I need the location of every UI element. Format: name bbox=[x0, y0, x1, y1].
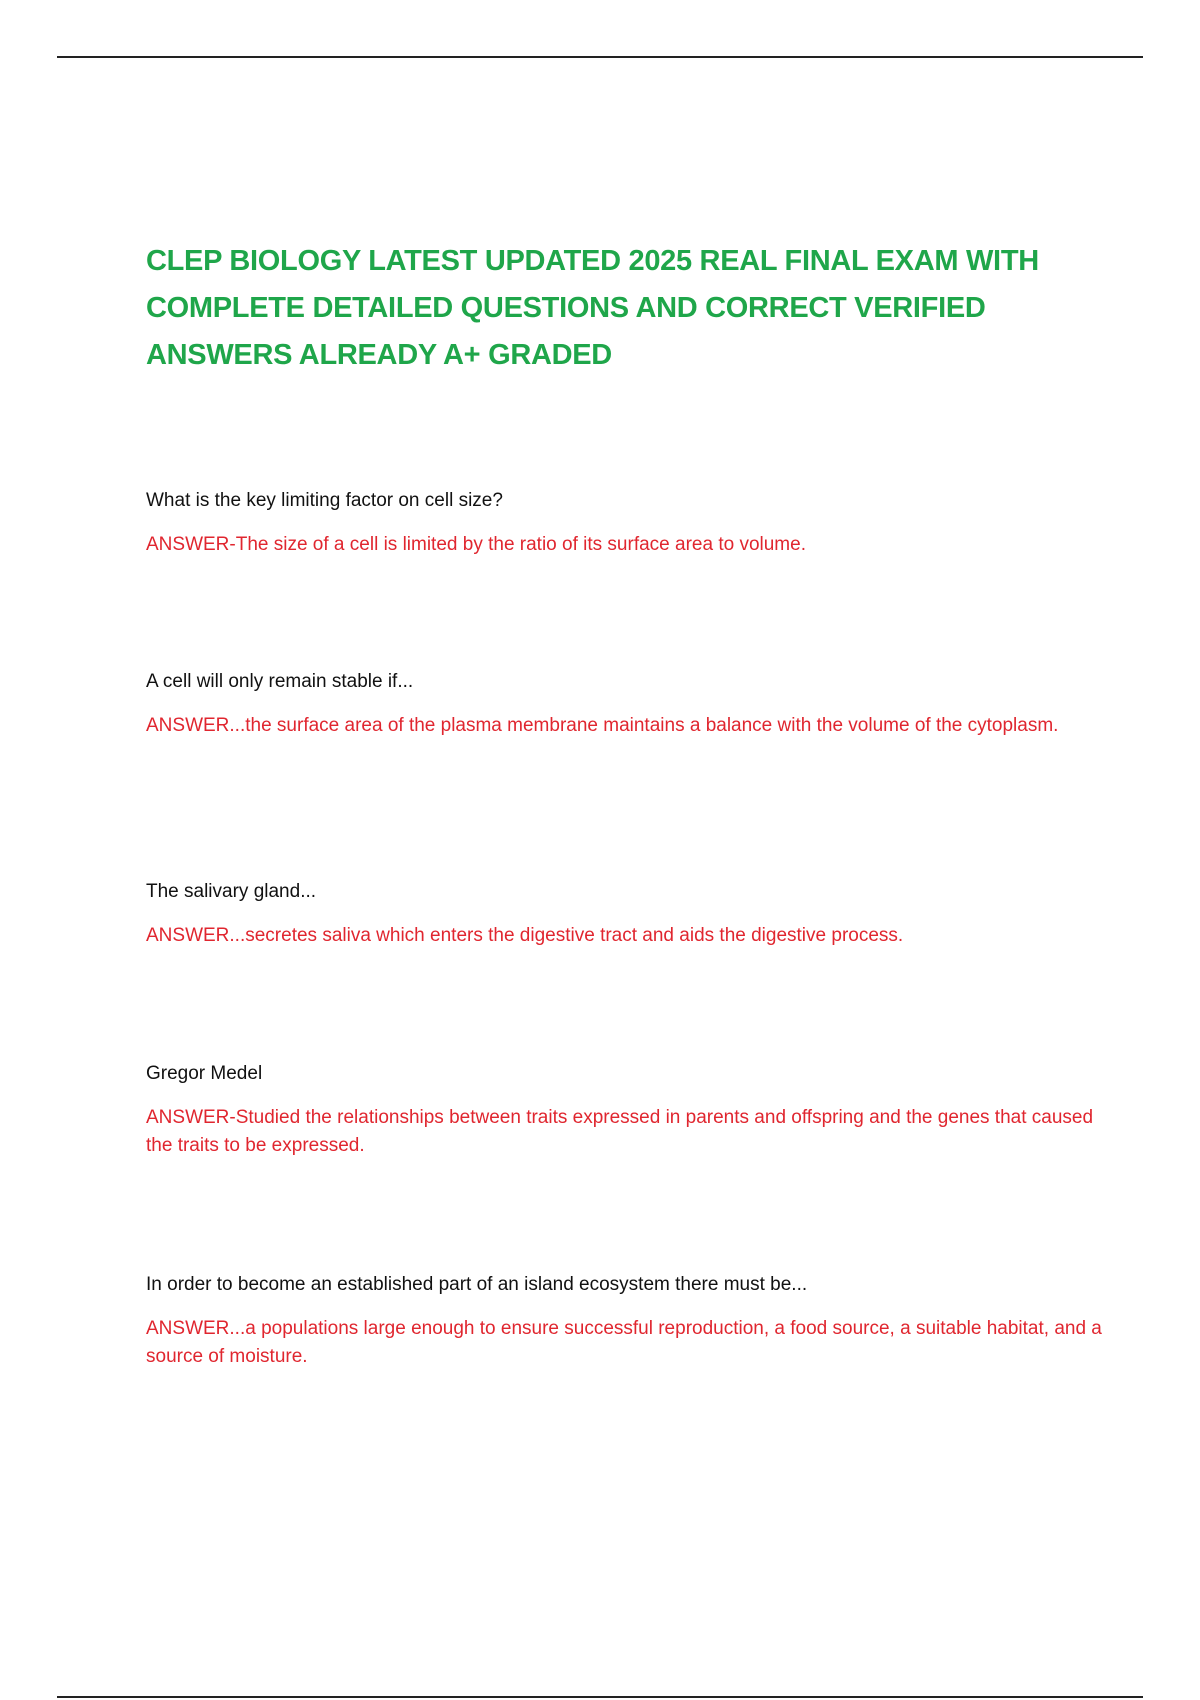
question-4: Gregor Medel bbox=[146, 1063, 263, 1084]
question-5: In order to become an established part of an island ecosystem there must be... bbox=[146, 1274, 808, 1295]
qa-item-3 bbox=[146, 878, 1106, 950]
document-title: CLEP BIOLOGY LATEST UPDATED 2025 REAL FINAL EXAM WITH COMPLETE DETAILED QUESTIONS AND CORRECT VERIFIED ANSWERS ALREADY A+ GRADED bbox=[146, 245, 1039, 371]
question-2: A cell will only remain stable if... bbox=[146, 671, 414, 692]
answer-2: ANSWER...the surface area of the plasma membrane maintains a balance with the volume of the cytoplasm. bbox=[146, 715, 1059, 736]
answer-1: ANSWER-The size of a cell is limited by the ratio of its surface area to volume. bbox=[146, 534, 806, 555]
qa-item-5 bbox=[146, 1271, 1106, 1371]
answer-5: ANSWER...a populations large enough to ensure successful reproduction, a food source, a suitable habitat, and a source of moisture. bbox=[146, 1318, 1102, 1367]
qa-item-1 bbox=[146, 487, 1106, 559]
header-rule bbox=[57, 56, 1143, 58]
qa-item-2 bbox=[146, 668, 1106, 740]
question-1: What is the key limiting factor on cell size? bbox=[146, 490, 503, 511]
answer-4: ANSWER-Studied the relationships between traits expressed in parents and offspring and the genes that caused the traits to be expressed. bbox=[146, 1107, 1094, 1156]
question-3: The salivary gland... bbox=[146, 881, 317, 902]
footer-rule bbox=[57, 1696, 1143, 1698]
answer-3: ANSWER...secretes saliva which enters the digestive tract and aids the digestive process. bbox=[146, 925, 904, 946]
qa-item-4 bbox=[146, 1060, 1106, 1160]
